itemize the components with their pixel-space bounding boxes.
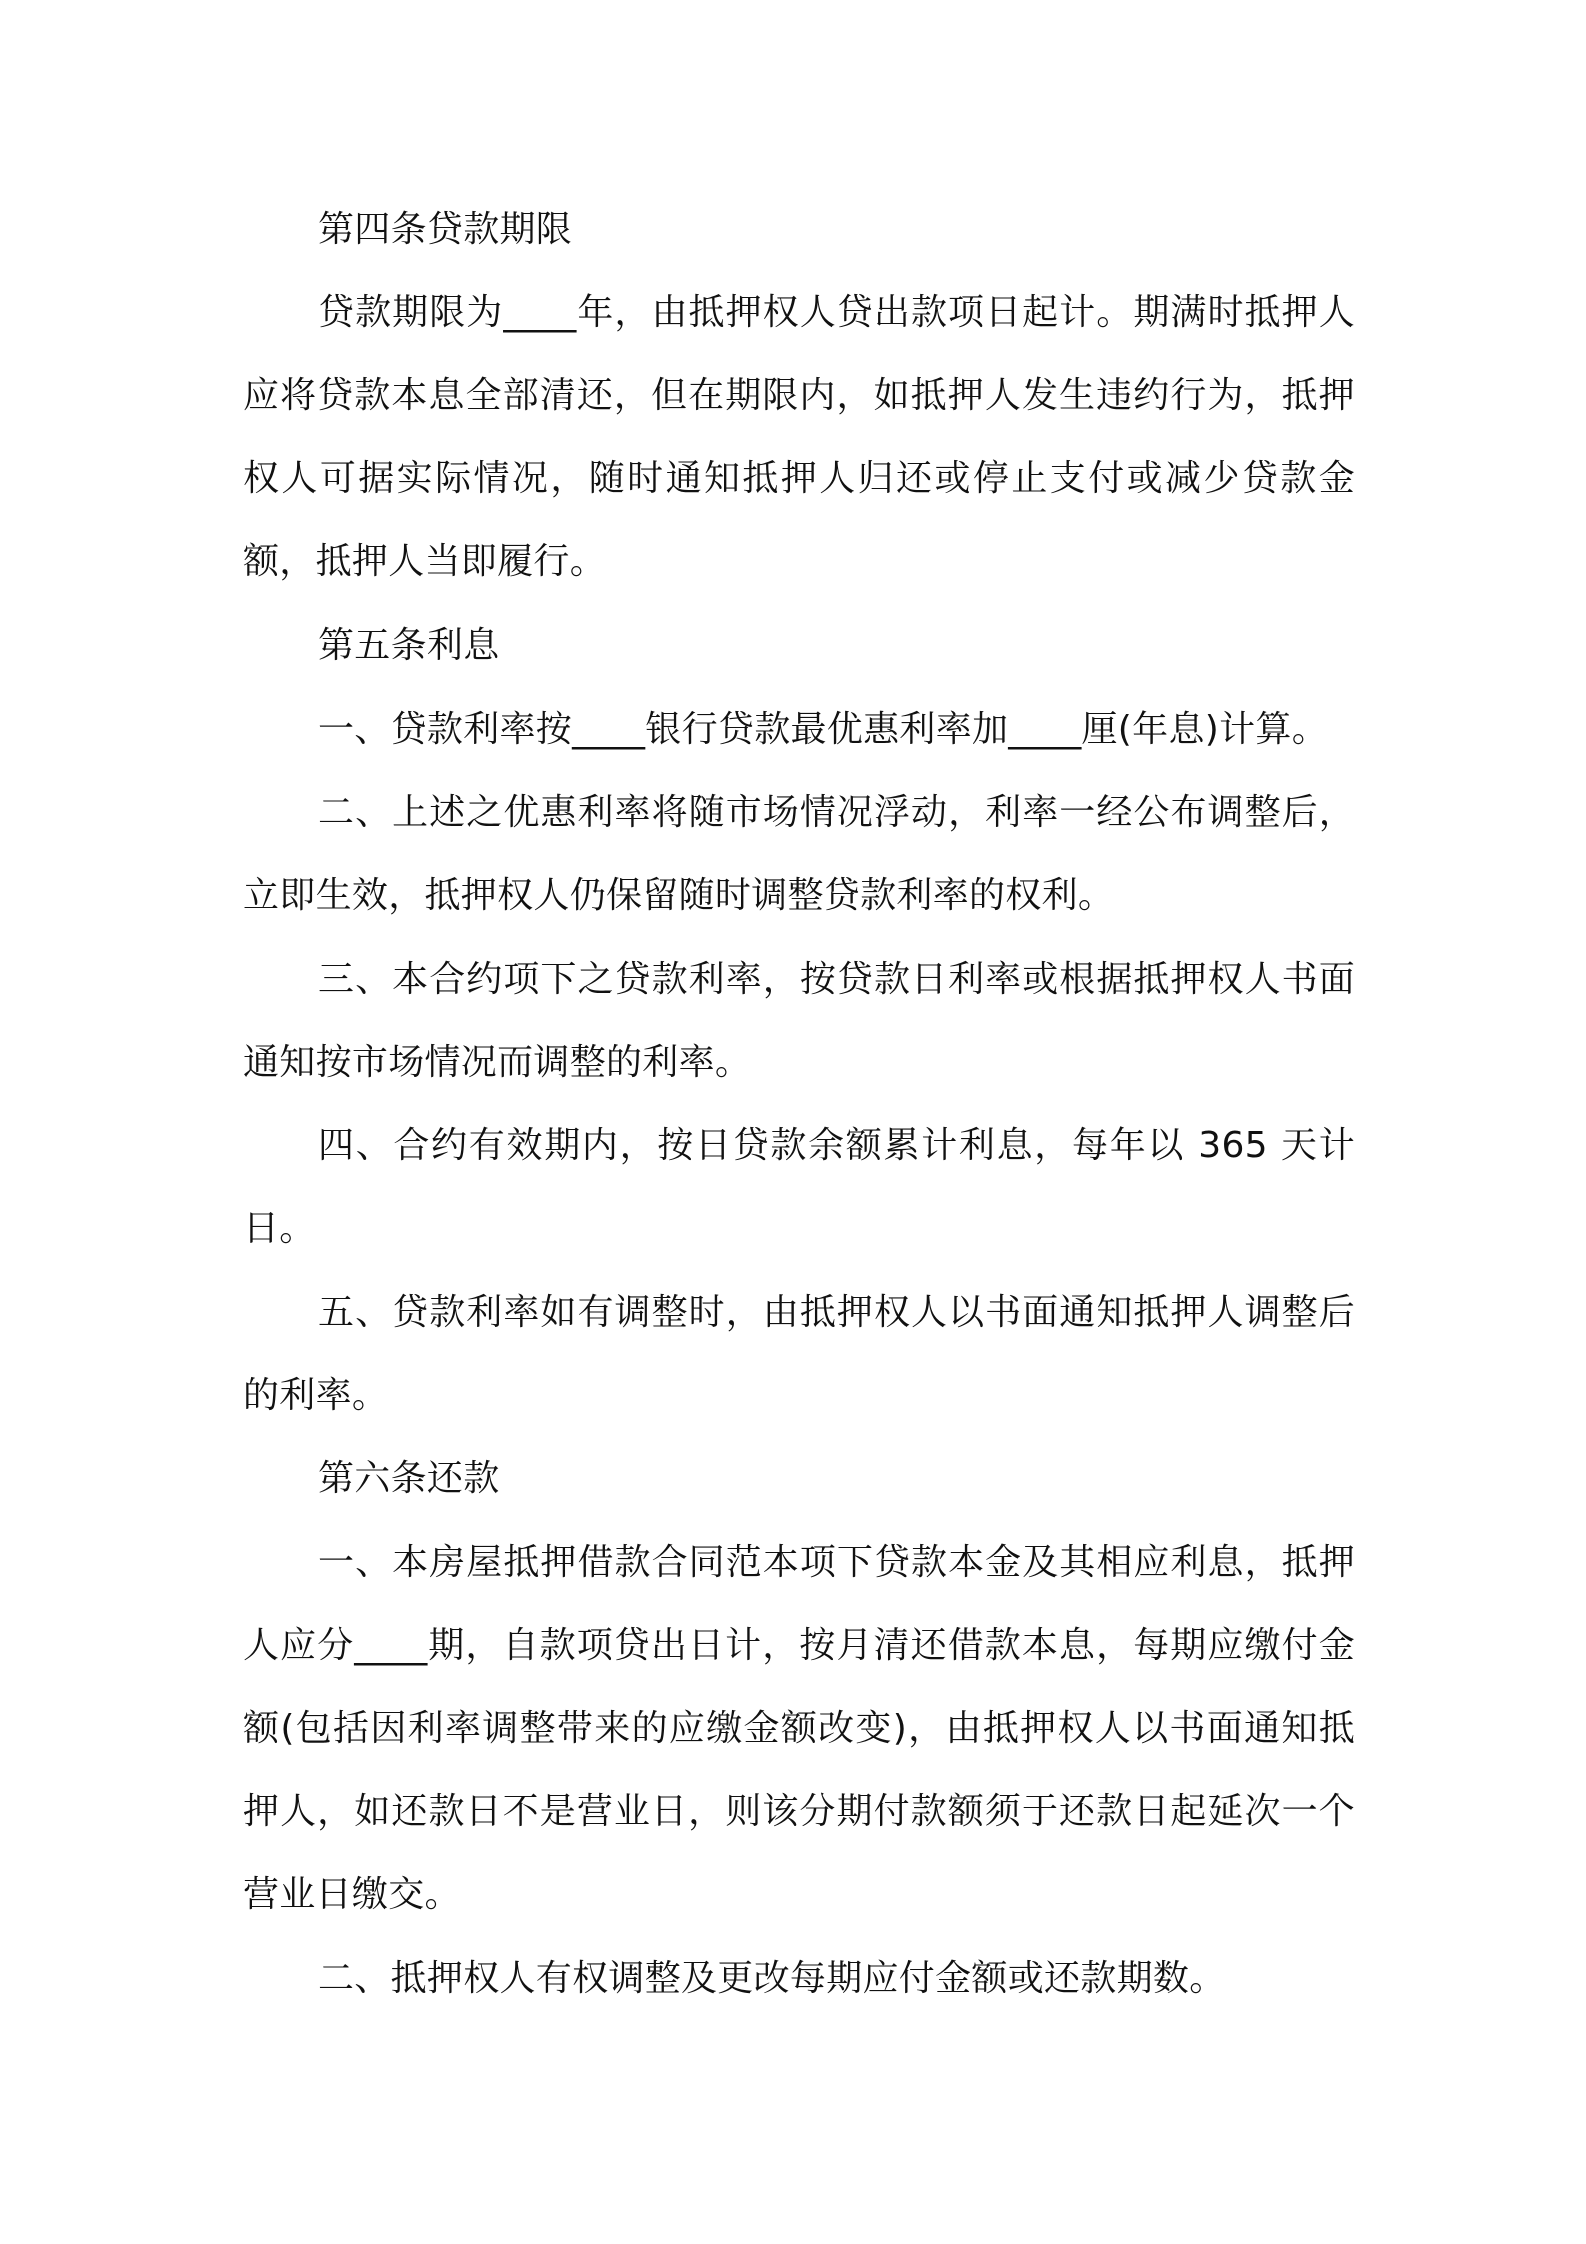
article-6-heading: 第六条还款: [318, 1458, 500, 1499]
article-5-item-1: 一、贷款利率按____银行贷款最优惠利率加____厘(年息)计算。: [318, 709, 1328, 750]
article-5-item-2: 二、上述之优惠利率将随市场情况浮动，利率一经公布调整后，立即生效，抵押权人仍保留随时调整贷款利率的权利。: [243, 792, 1355, 916]
article-5-item-3: 三、本合约项下之贷款利率，按贷款日利率或根据抵押权人书面通知按市场情况而调整的利率。: [243, 959, 1355, 1083]
article-5-heading: 第五条利息: [318, 625, 500, 666]
article-5-item-4: 四、合约有效期内，按日贷款余额累计利息，每年以 365 天计日。: [243, 1125, 1355, 1249]
article-6-item-2: 二、抵押权人有权调整及更改每期应付金额或还款期数。: [318, 1958, 1226, 1999]
article-6-item-1: 一、本房屋抵押借款合同范本项下贷款本金及其相应利息，抵押人应分____期，自款项贷出日计，按月清还借款本息，每期应缴付金额(包括因利率调整带来的应缴金额改变)，由抵押权人以书面通知抵押人，如还款日不是营业日，则该分期付款额须于还款日起延次一个营业日缴交。: [243, 1542, 1355, 1915]
article-5-item-5: 五、贷款利率如有调整时，由抵押权人以书面通知抵押人调整后的利率。: [243, 1292, 1355, 1416]
article-4-heading: 第四条贷款期限: [318, 209, 573, 250]
article-4-body: 贷款期限为____年，由抵押权人贷出款项日起计。期满时抵押人应将贷款本息全部清还，但在期限内，如抵押人发生违约行为，抵押权人可据实际情况，随时通知抵押人归还或停止支付或减少贷款金额，抵押人当即履行。: [243, 292, 1355, 582]
